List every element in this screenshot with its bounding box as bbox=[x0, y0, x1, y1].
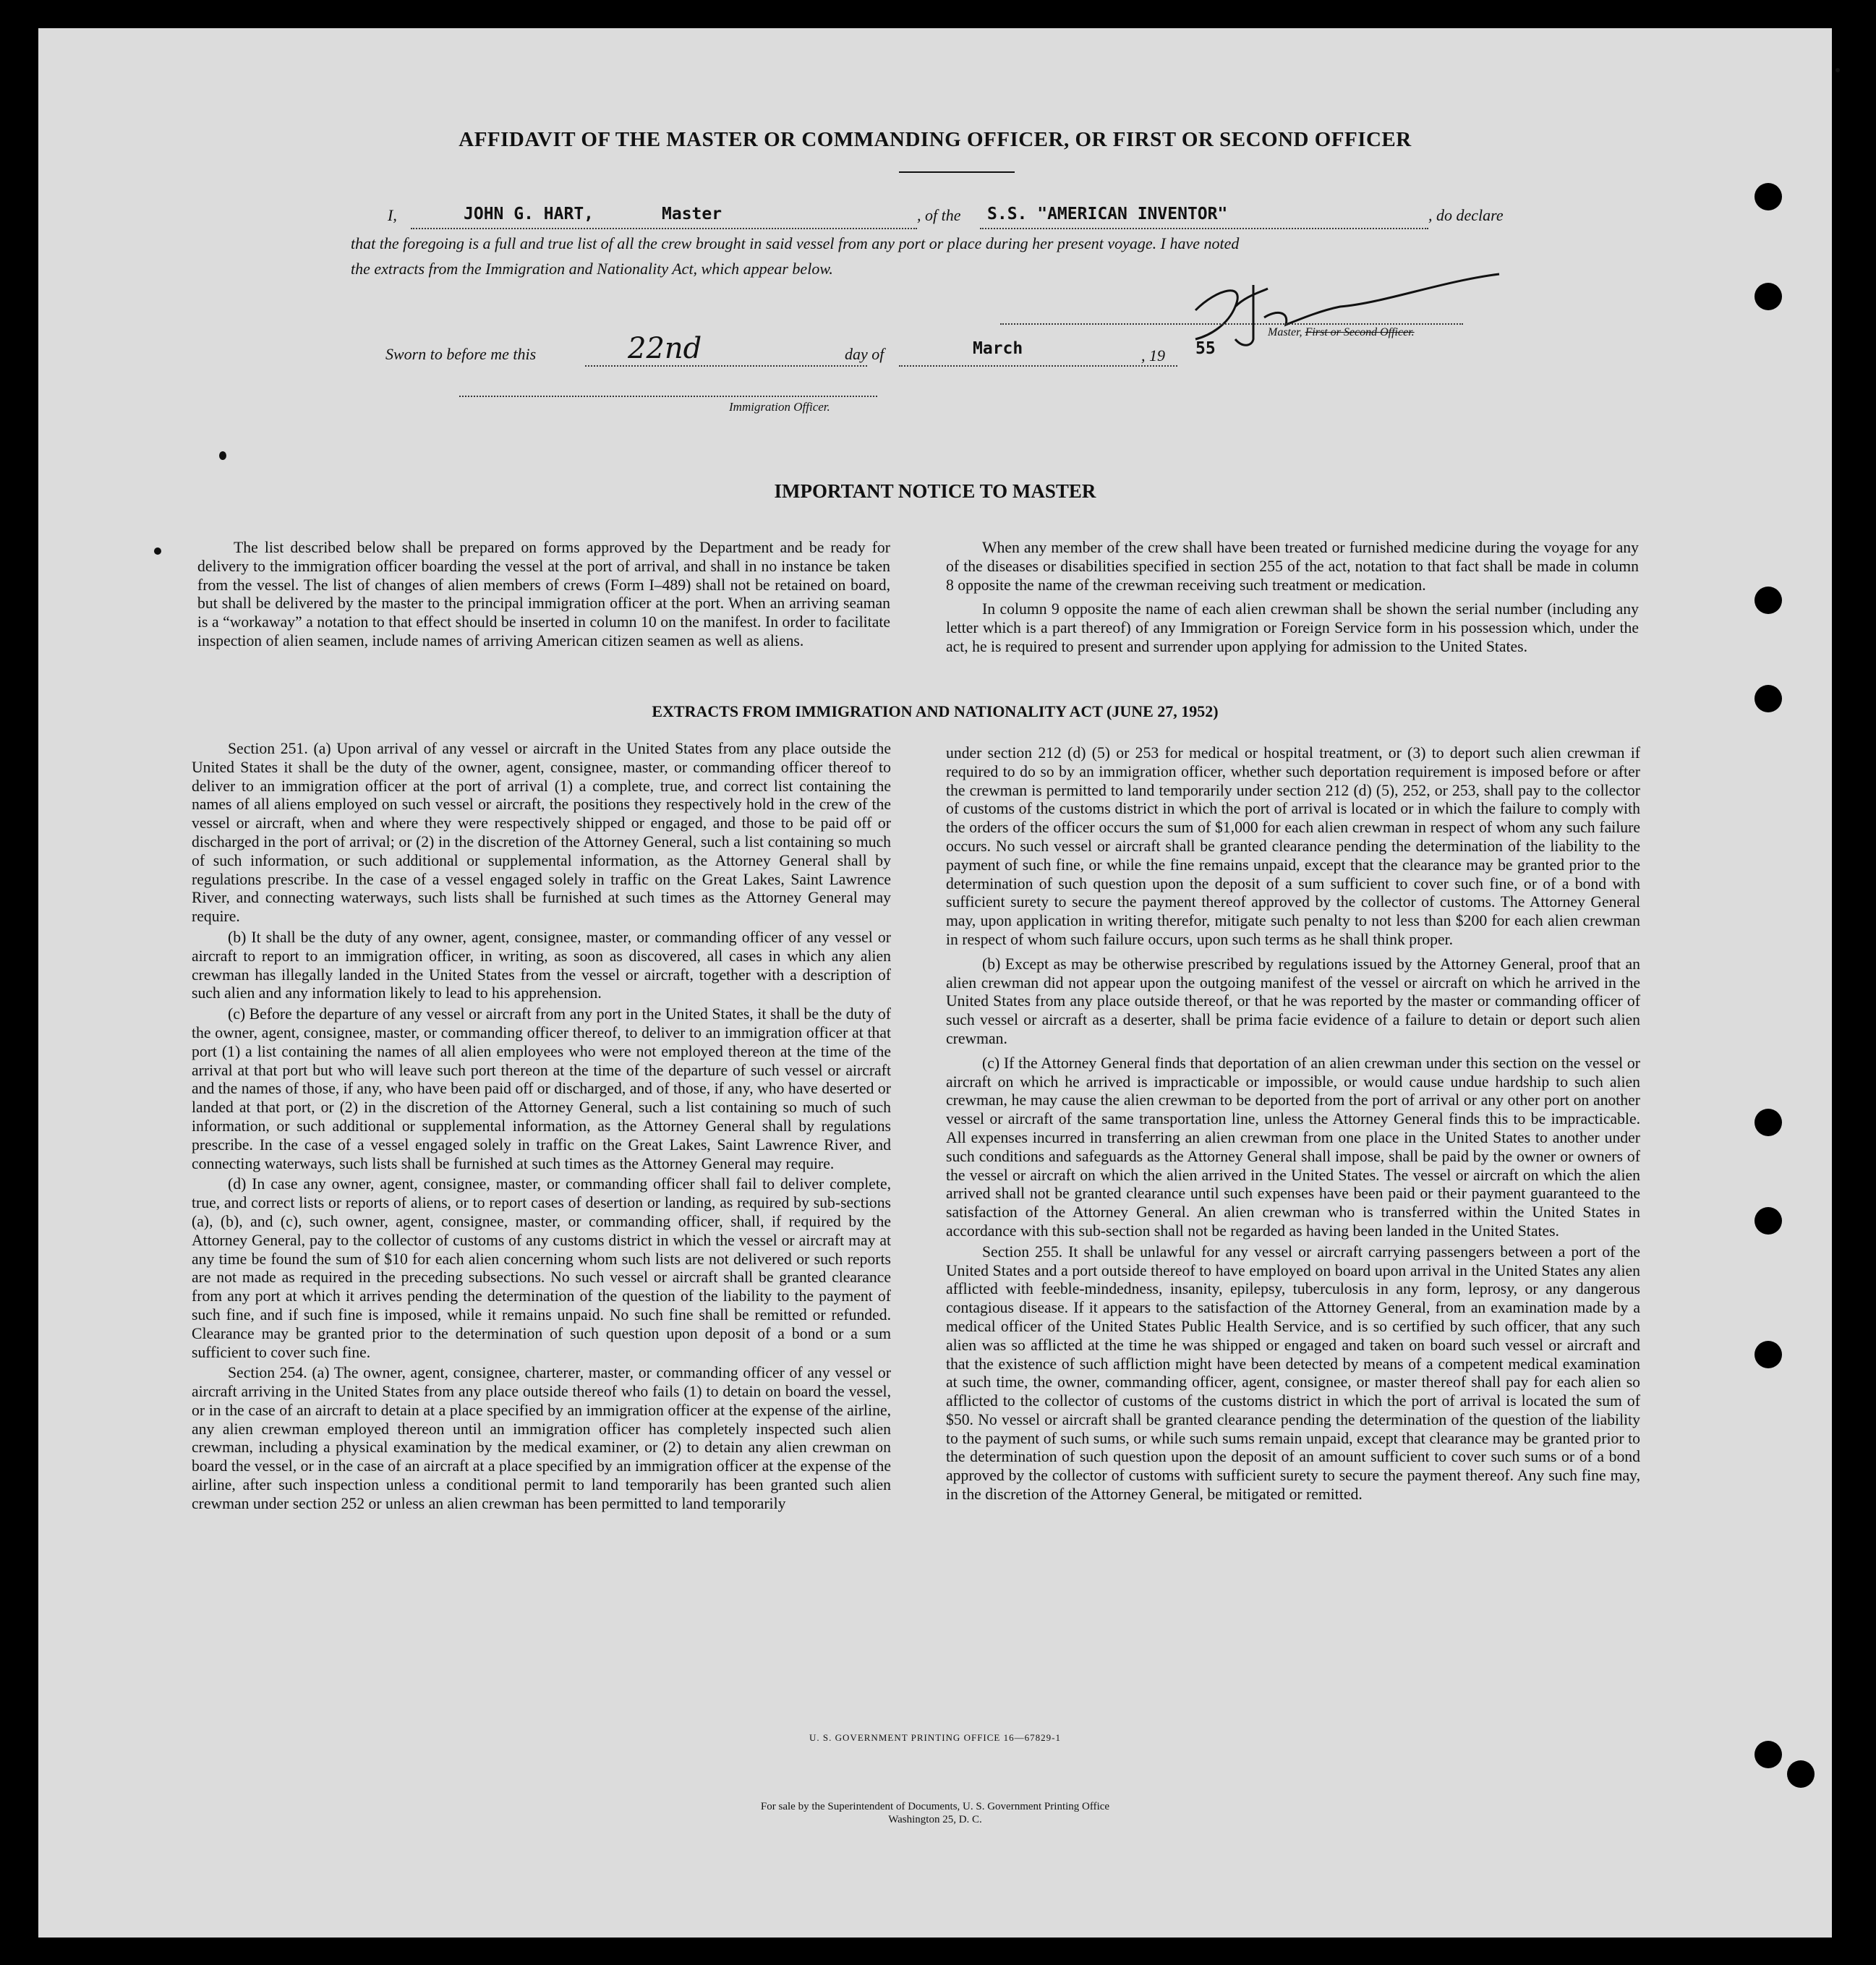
year-suffix: 55 bbox=[1195, 339, 1216, 358]
section-251-a: Section 251. (a) Upon arrival of any vessel or aircraft in the United States from any place outside the United States it shall be the duty of the owner, agent, consignee, master, or commanding officer thereof to deliver to an immigration officer at the port of arrival (1) a complete, true, and correct list containing the names of all aliens employed on such vessel or aircraft, the positions they respectively hold in the crew of the vessel or aircraft, when and where they were respectively shipped or engaged, and those to be paid off or discharged in the port of arrival; or (2) in the discretion of the Attorney General, such a list containing so much of such information, or such additional or supplemental information, as the Attorney General shall by regulations prescribe. In the case of a vessel engaged solely in traffic on the Great Lakes, Saint Lawrence River, and connecting waterways, such lists shall be furnished at such times as the Attorney General may require. bbox=[192, 740, 891, 926]
section-254-a-continued: under section 212 (d) (5) or 253 for medical or hospital treatment, or (3) to deport such alien crewman if required to do so by an immigration officer, whether such deportation requirement is imposed before or after the crewman is permitted to land temporarily under section 212 (d) (5), 252, or 253, shall pay to the collector of customs of the customs district in which the port of arrival is located or in which the failure to comply with the orders of the officer occurs the sum of $1,000 for each alien crewman in respect of whom any such failure occurs. No such vessel or aircraft shall be granted clearance pending the determination of the liability to the payment of such fine, or while the fine remains unpaid, except that the clearance may be granted prior to the determination of such question upon the deposit of a sum sufficient to cover such fine, or of a bond with sufficient surety to secure the payment thereof approved by the collector of customs. The Attorney General may, upon application in writing therefor, mitigate such penalty to not less than $200 for each alien crewman in respect of whom such failure occurs, upon such terms as he shall think proper. bbox=[946, 744, 1640, 948]
section-251-d: (d) In case any owner, agent, consignee, master, or commanding officer shall fail to deliver complete, true, and correct lists or reports of aliens, or to report cases of desertion or landing, as required by sub-sections (a), (b), and (c), such owner, agent, consignee, master, or commanding officer, shall, if required by the Attorney General, pay to the collector of customs of any customs district in which the vessel or aircraft may at any time be found the sum of $10 for each alien concerning whom such lists are not delivered or such reports are not made as required in the preceding subsections. No such vessel or aircraft shall be granted clearance from any port at which it arrives pending the determination of the question of the liability to the payment of such fine, and if such fine is imposed, while it remains unpaid. No such fine shall be remitted or refunded. Clearance may be granted prior to the determination of such question upon deposit of a bond or a sum sufficient to cover such fine. bbox=[192, 1175, 891, 1361]
officer-dotted-line bbox=[459, 396, 877, 397]
extracts-title: EXTRACTS FROM IMMIGRATION AND NATIONALITY ACT (JUNE 27, 1952) bbox=[652, 702, 1219, 720]
notice-right-column bbox=[946, 539, 1639, 657]
gpo-imprint: U. S. GOVERNMENT PRINTING OFFICE 16—67829-1 bbox=[809, 1732, 1061, 1743]
scan-speck bbox=[219, 451, 226, 460]
vessel-dotted-line bbox=[980, 228, 1428, 229]
form-page bbox=[38, 28, 1832, 1938]
notice-left-paragraph: The list described below shall be prepared on forms approved by the Department and be ready for delivery to the immigration officer boarding the vessel at the port of arrival, and shall in no instance be taken from the vessel. The list of changes of alien members of crews (Form I–489) shall not be retained on board, but shall be delivered by the master to the principal immigration officer at the port. When an arriving seaman is a “workaway” a notation to that effect should be inserted in column 10 on the manifest. In order to facilitate inspection of alien seamen, include names of arriving American citizen seamen as well as aliens. bbox=[197, 539, 890, 649]
section-251-b: (b) It shall be the duty of any owner, agent, consignee, master, or commanding officer of any vessel or aircraft to report to an immigration officer, in writing, as soon as discovered, all cases in which any alien crewman has illegally landed in the United States from the vessel or aircraft, together with a description of such alien and any information likely to lead to his apprehension. bbox=[192, 928, 891, 1002]
master-name: JOHN G. HART, bbox=[464, 205, 594, 223]
caption-master: Master, bbox=[1268, 326, 1302, 338]
punch-hole bbox=[1755, 1341, 1782, 1368]
year-prefix: , 19 bbox=[1141, 346, 1165, 365]
notice-title: IMPORTANT NOTICE TO MASTER bbox=[774, 480, 1096, 502]
scan-speck bbox=[1836, 68, 1840, 72]
section-251-c: (c) Before the departure of any vessel or aircraft from any port in the United States, it shall be the duty of the owner, agent, consignee, master, or commanding officer thereof, to deliver to an immigration officer at that port (1) a list containing the names of all alien employees who were not employed thereon at the time of the arrival at that port but who will leave such port thereon at the time of the departure of such vessel or aircraft and the names of those, if any, who have been paid off or discharged, and of those, if any, who have deserted or landed at that port, or (2) in the discretion of the Attorney General, such a list containing so much of such information, or such additional or supplemental information, as the Attorney General shall by regulations prescribe. In the case of a vessel engaged solely in traffic on the Great Lakes, Saint Lawrence River, and connecting waterways, such lists shall be furnished at such times as the Attorney General may require. bbox=[192, 1005, 891, 1172]
punch-hole bbox=[1755, 587, 1782, 614]
section-254-b: (b) Except as may be otherwise prescribed by regulations issued by the Attorney General, proof that an alien crewman did not appear upon the outgoing manifest of the vessel or aircraft on which he arrived in the United States from any place outside thereof, or that he was reported by the master or commanding officer of such vessel or aircraft as a deserter, shall be prima facie evidence of a failure to detain or deport such alien crewman. bbox=[946, 955, 1640, 1047]
master-signature bbox=[1167, 267, 1514, 361]
sworn-day-handwritten: 22nd bbox=[628, 332, 702, 365]
signature-dotted-line bbox=[1000, 323, 1463, 325]
day-dotted-line bbox=[585, 365, 867, 367]
punch-hole bbox=[1787, 1760, 1815, 1788]
punch-hole bbox=[1755, 1109, 1782, 1136]
caption-struck-officer: First or Second Officer. bbox=[1305, 326, 1415, 338]
signature-caption bbox=[1268, 326, 1415, 339]
name-dotted-line bbox=[411, 228, 917, 229]
of-the-label: , of the bbox=[917, 206, 961, 224]
section-254-c: (c) If the Attorney General finds that deportation of an alien crewman under this section on the vessel or aircraft on which he arrived is impracticable or impossible, or would cause undue hardship to such alien crewman, he may cause the alien crewman to be deported from the port of arrival or any other port on another vessel or aircraft of the same transportation line, unless the Attorney General finds this to be impracticable. All expenses incurred in transferring an alien crewman from one place in the United States to another under such conditions and safeguards as the Attorney General shall impose, shall be paid by the owner or owners of the vessel or aircraft on which the alien arrived in the United States. The vessel or aircraft on which the alien arrived shall not be granted clearance until such expenses have been paid or their payment guaranteed to the satisfaction of the Attorney General. An alien crewman who is transferred within the United States in accordance with this sub-section shall not be regarded as having been landed in the United States. bbox=[946, 1054, 1640, 1240]
i-label: I, bbox=[388, 206, 397, 224]
punch-hole bbox=[1755, 283, 1782, 310]
section-255: Section 255. It shall be unlawful for any vessel or aircraft carrying passengers between a port of the United States and a port outside thereof to have employed on board upon arrival in the United States any alien afflicted with feeble-mindedness, insanity, epilepsy, tuberculosis in any form, leprosy, or any dangerous contagious disease. If it appears to the satisfaction of the Attorney General, from an examination made by a medical officer of the United States Public Health Service, and is so certified by such officer, that any such alien was so afflicted at the time he was shipped or engaged and taken on board such vessel or aircraft and that the existence of such affliction might have been detected by means of a competent medical examination at such time, the owner, commanding officer, agent, consignee, or master thereof shall pay for each alien so afflicted to the collector of customs of the customs district in which the port of arrival is located the sum of $50. No vessel or aircraft shall be granted clearance pending the determination of the question of the liability to the payment of such sums, or while such sums remain unpaid, except that clearance may be granted prior to the determination of such question upon the deposit of an amount sufficient to cover such sums or of a bond approved by the collector of customs with sufficient surety to secure the payment thereof. Any such fine may, in the discretion of the Attorney General, be mitigated or remitted. bbox=[946, 1242, 1640, 1504]
immigration-officer-label: Immigration Officer. bbox=[729, 400, 830, 414]
affidavit-title: AFFIDAVIT OF THE MASTER OR COMMANDING OFFICER, OR FIRST OR SECOND OFFICER bbox=[459, 128, 1412, 151]
statement-line-2: the extracts from the Immigration and Nationality Act, which appear below. bbox=[351, 260, 833, 278]
declare-label: , do declare bbox=[1428, 206, 1504, 224]
punch-hole bbox=[1755, 1207, 1782, 1235]
notice-right-paragraph-2: In column 9 opposite the name of each alien crewman shall be shown the serial number (including any letter which is a part thereof) of any Immigration or Foreign Service form in his possession which, under the act, he is required to present and surrender upon applying for admission to the United States. bbox=[946, 600, 1639, 655]
extracts-left-column bbox=[192, 740, 891, 1514]
sworn-label: Sworn to before me this bbox=[385, 345, 537, 363]
punch-hole bbox=[1755, 183, 1782, 210]
sworn-month: March bbox=[973, 339, 1023, 358]
vessel-name: S.S. "AMERICAN INVENTOR" bbox=[987, 205, 1228, 223]
master-rank: Master bbox=[662, 205, 722, 223]
statement-line-1: that the foregoing is a full and true list of all the crew brought in said vessel from any port or place during her present voyage. I have noted bbox=[351, 234, 1240, 252]
sale-notice bbox=[38, 1800, 1832, 1826]
notice-left-column bbox=[197, 539, 890, 651]
notice-right-paragraph-1: When any member of the crew shall have been treated or furnished medicine during the voyage for any of the diseases or disabilities specified in section 255 of the act, notation to that fact shall be made in column 8 opposite the name of the crewman receiving such treatment or medication. bbox=[946, 539, 1639, 594]
month-dotted-line bbox=[899, 365, 1177, 367]
day-of-label: day of bbox=[845, 345, 884, 363]
title-divider bbox=[899, 171, 1015, 173]
extracts-right-column bbox=[946, 744, 1640, 1504]
sale-line-1: For sale by the Superintendent of Documents, U. S. Government Printing Office bbox=[760, 1801, 1110, 1812]
section-254-a: Section 254. (a) The owner, agent, consignee, charterer, master, or commanding officer of any vessel or aircraft arriving in the United States from any place outside thereof who fails (1) to detain on board the vessel, or in the case of an aircraft to detain at a place specified by an immigration officer at the expense of the airline, any alien crewman employed thereon until an immigration officer has completely inspected such alien crewman, including a physical examination by the medical examiner, or (2) to detain any alien crewman on board the vessel, or in the case of an aircraft at a place specified by an immigration officer at the expense of the airline, after such inspection unless a conditional permit to land temporarily has been granted such alien crewman under section 252 or unless an alien crewman has been permitted to land temporarily bbox=[192, 1364, 891, 1512]
scan-speck bbox=[154, 547, 161, 555]
punch-hole bbox=[1755, 1741, 1782, 1768]
punch-hole bbox=[1755, 685, 1782, 712]
sale-line-2: Washington 25, D. C. bbox=[888, 1814, 982, 1825]
